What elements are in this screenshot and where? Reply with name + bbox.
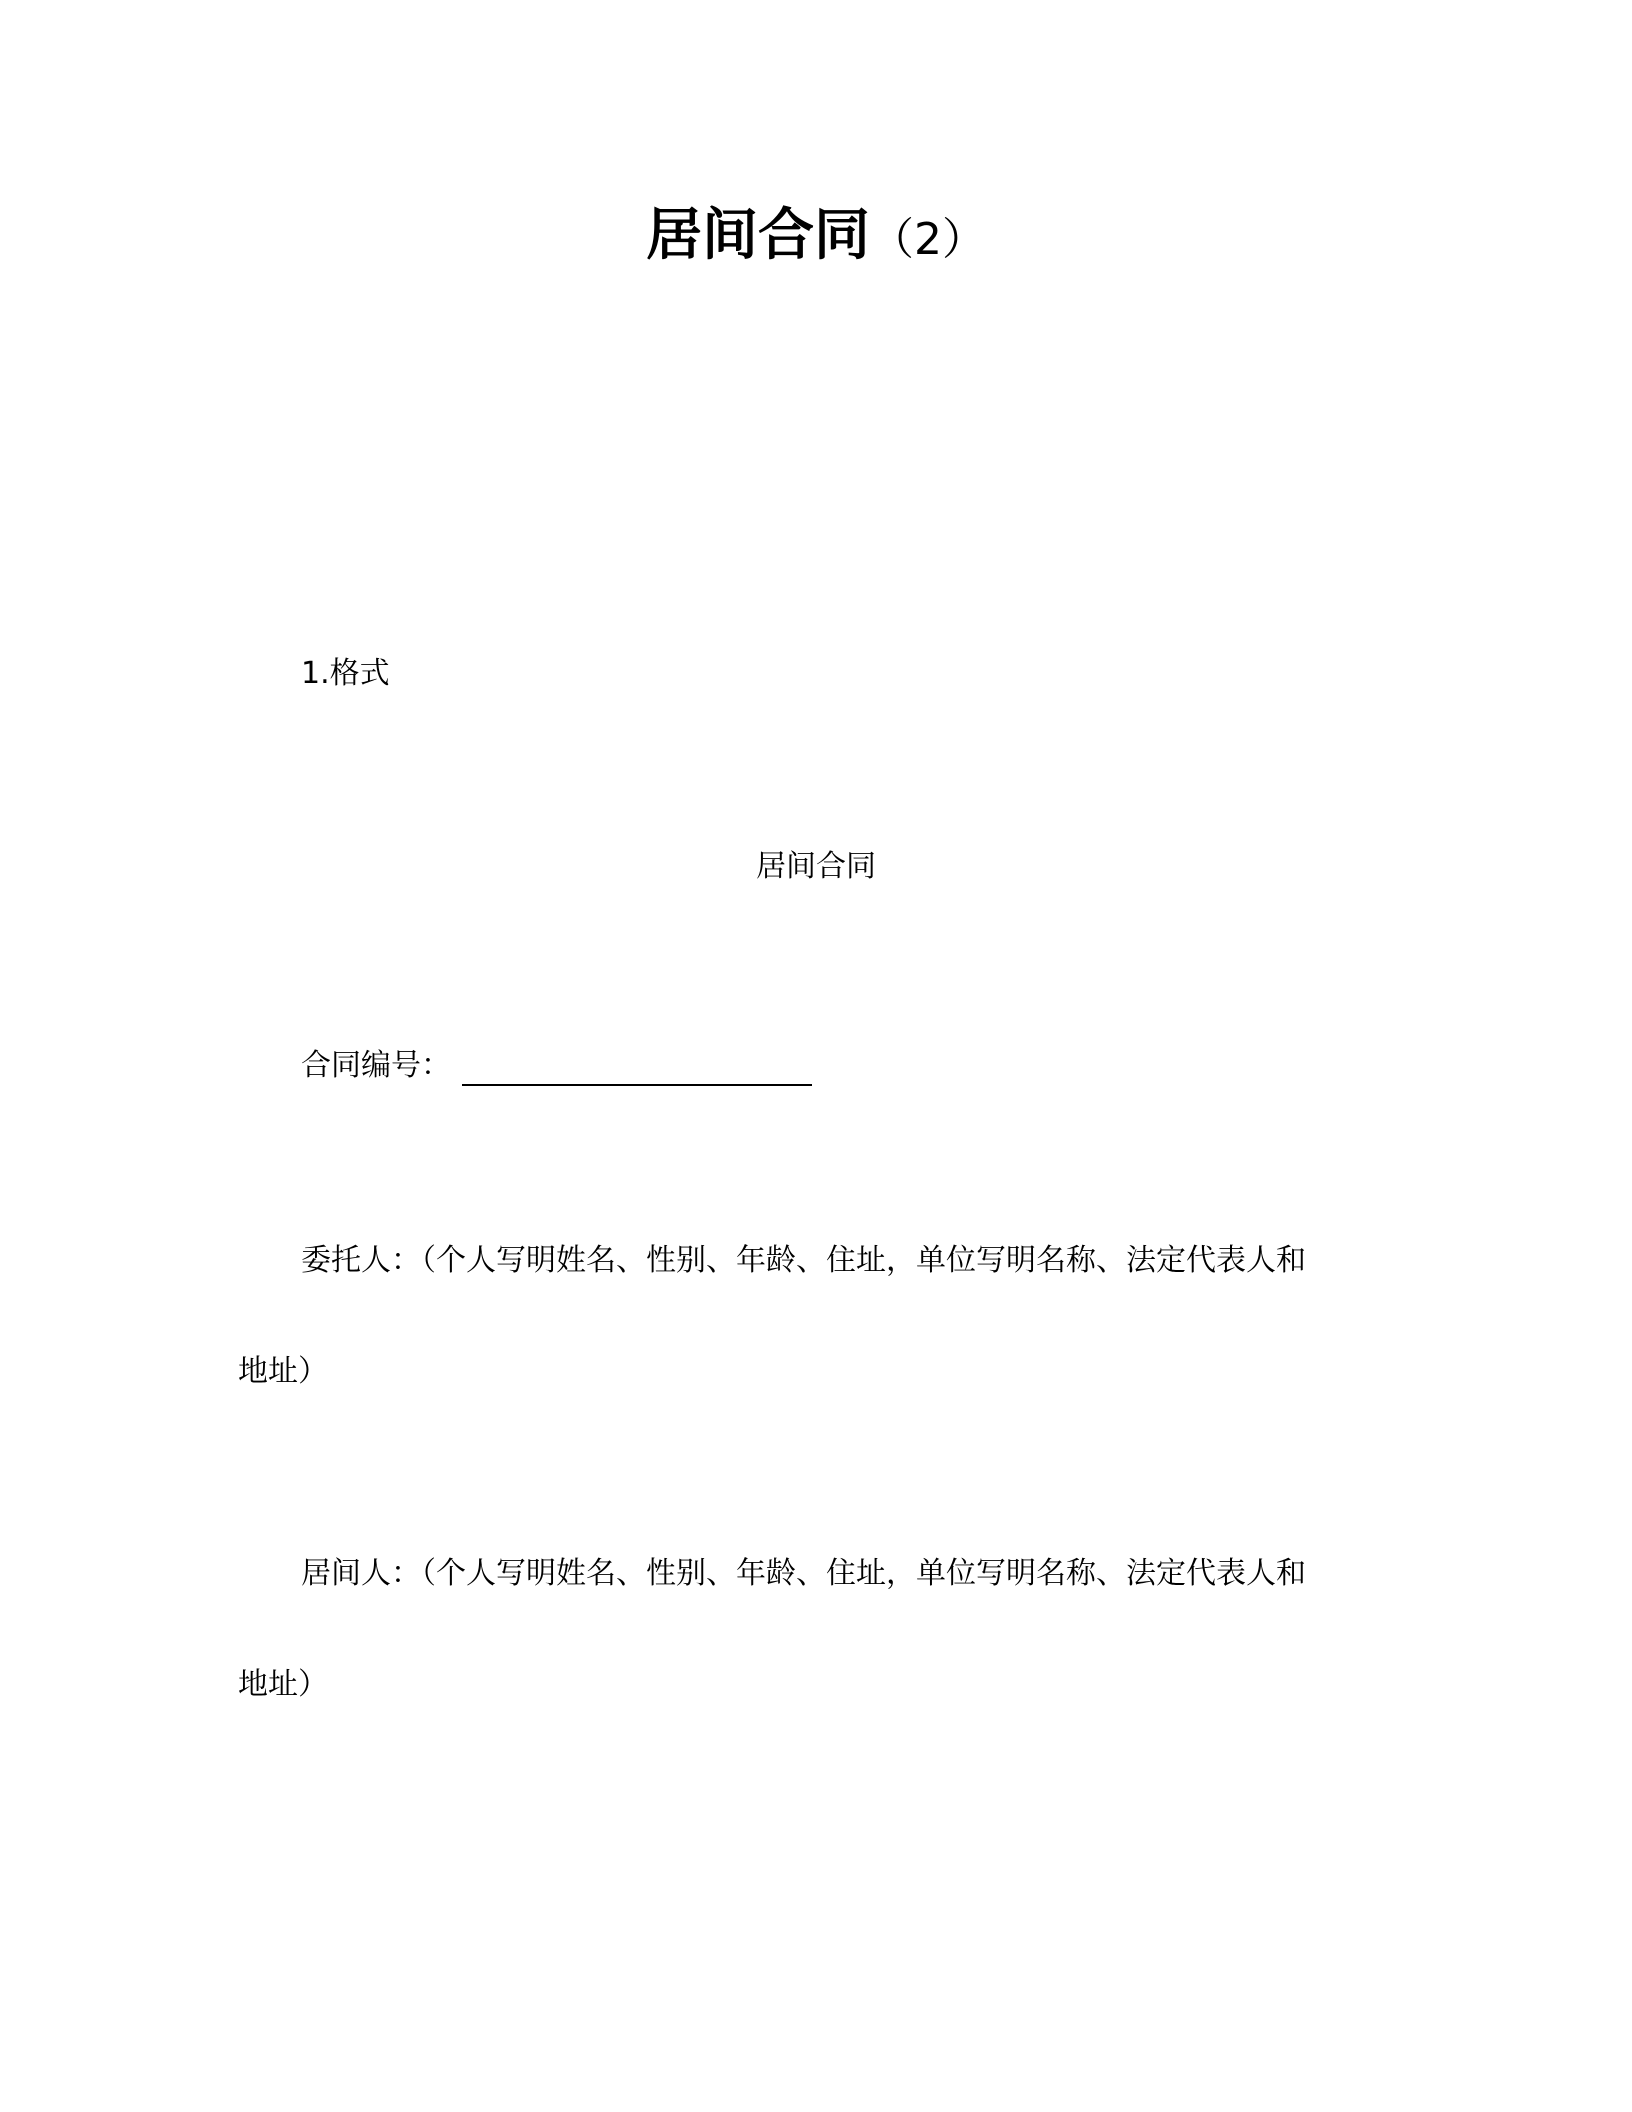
broker-paragraph-line2: 地址）: [238, 1667, 328, 1702]
document-title-suffix: （2）: [870, 214, 986, 265]
document-title: [0, 200, 1632, 276]
contract-number-label: 合同编号：: [301, 1048, 451, 1083]
document-title-main: 居间合同: [646, 203, 870, 268]
principal-paragraph-line2: 地址）: [238, 1354, 328, 1389]
principal-paragraph-line1: 委托人：（个人写明姓名、性别、年龄、住址，单位写明名称、法定代表人和: [301, 1243, 1306, 1278]
broker-paragraph-line1: 居间人：（个人写明姓名、性别、年龄、住址，单位写明名称、法定代表人和: [301, 1556, 1306, 1591]
contract-number-blank: [462, 1084, 812, 1086]
section-heading: 1.格式: [301, 656, 390, 691]
contract-subtitle: 居间合同: [756, 849, 876, 884]
